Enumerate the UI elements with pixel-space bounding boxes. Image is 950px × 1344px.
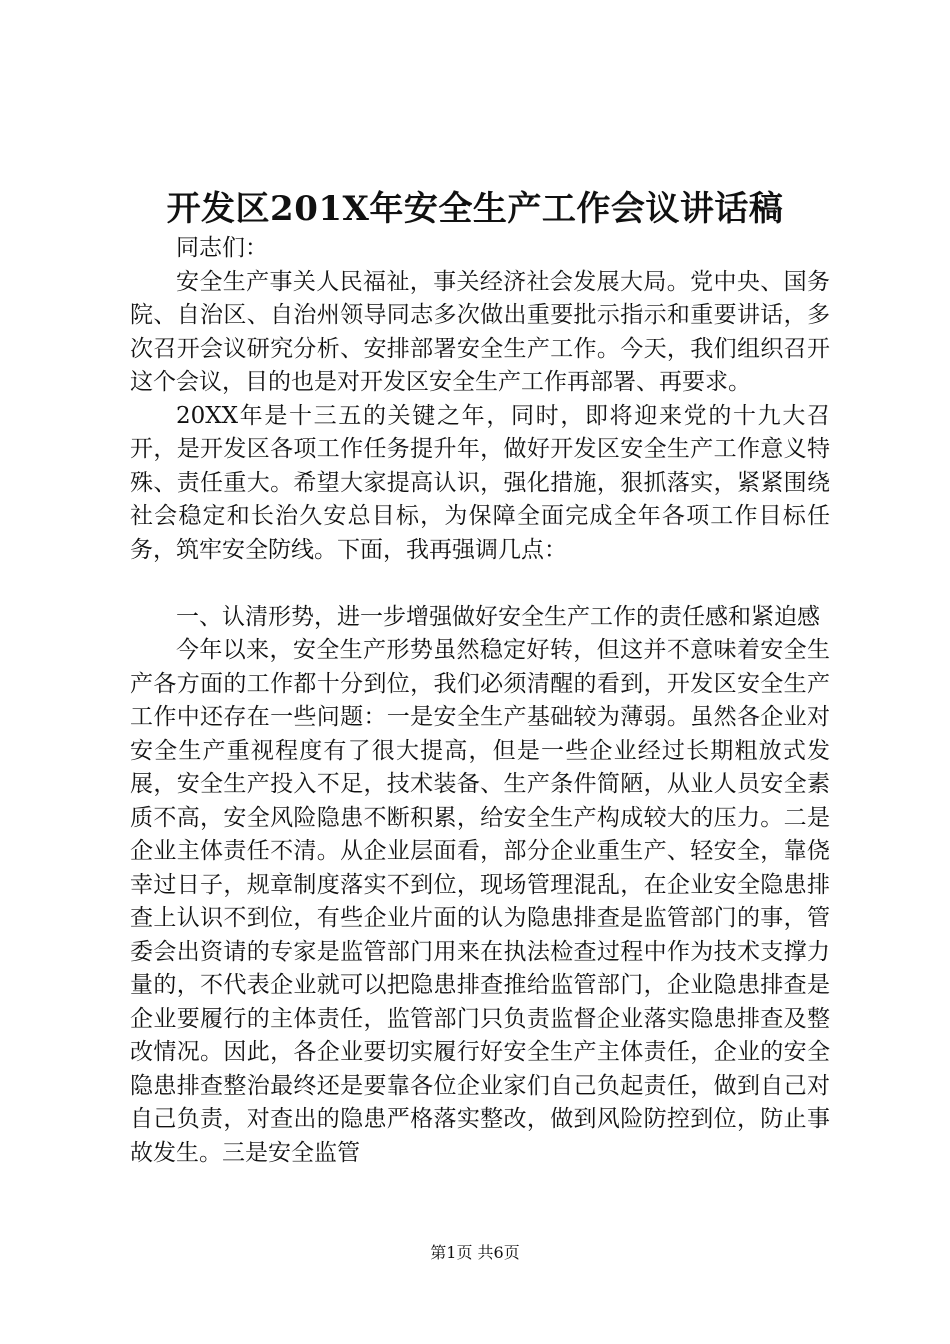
section-heading: 一、认清形势，进一步增强做好安全生产工作的责任感和紧迫感 — [176, 603, 820, 630]
page-footer: 第1页 共6页 — [430, 1243, 520, 1262]
body-paragraph-1: 安全生产事关人民福祉，事关经济社会发展大局。党中央、国务院、自治区、自治州领导同志多次做出重要批示指示和重要讲话，多次召开会议研究分析、安排部署安全生产工作。今天，我们组织召开这个会议，目的也是对开发区安全生产工作再部署、再要求。 — [130, 268, 830, 395]
body-paragraph-2: 20XX年是十三五的关键之年，同时，即将迎来党的十九大召开，是开发区各项工作任务提升年，做好开发区安全生产工作意义特殊、责任重大。希望大家提高认识，强化措施，狠抓落实，紧紧围绕社会稳定和长治久安总目标，为保障全面完成全年各项工作目标任务，筑牢安全防线。下面，我再强调几点： — [130, 402, 830, 563]
document-title: 开发区201X年安全生产工作会议讲话稿 — [166, 189, 784, 229]
document-body — [130, 232, 830, 1170]
section-paragraph: 今年以来，安全生产形势虽然稳定好转，但这并不意味着安全生产各方面的工作都十分到位，我们必须清醒的看到，开发区安全生产工作中还存在一些问题：一是安全生产基础较为薄弱。虽然各企业对安全生产重视程度有了很大提高，但是一些企业经过长期粗放式发展，安全生产投入不足，技术装备、生产条件简陋，从业人员安全素质不高，安全风险隐患不断积累，给安全生产构成较大的压力。二是企业主体责任不清。从企业层面看，部分企业重生产、轻安全，靠侥幸过日子，规章制度落实不到位，现场管理混乱，在企业安全隐患排查上认识不到位，有些企业片面的认为隐患排查是监管部门的事，管委会出资请的专家是监管部门用来在执法检查过程中作为技术支撑力量的，不代表企业就可以把隐患排查推给监管部门，企业隐患排查是企业要履行的主体责任，监管部门只负责监督企业落实隐患排查及整改情况。因此，各企业要切实履行好安全生产主体责任，企业的安全隐患排查整治最终还是要靠各位企业家们自己负起责任，做到自己对自己负责，对查出的隐患严格落实整改，做到风险防控到位，防止事故发生。三是安全监管 — [130, 637, 830, 1166]
salutation: 同志们： — [176, 235, 268, 261]
